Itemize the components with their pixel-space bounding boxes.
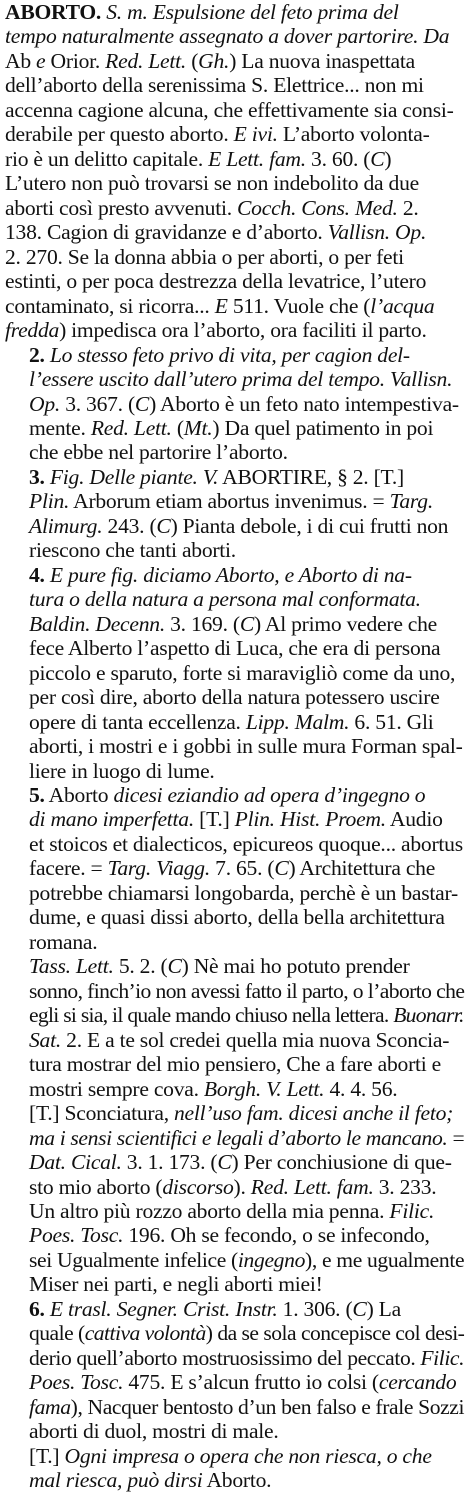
text-line: opere di tanta eccellenza. Lipp. Malm. 6. 51. Gli xyxy=(29,709,434,734)
text-line: mal riesca, può dirsi Aborto. xyxy=(29,1468,272,1493)
text-line: Un altro più rozzo aborto della mia penna. Filic. xyxy=(29,1198,435,1223)
text-line: ma i sensi scientifici e legali d’aborto le mancano. = xyxy=(29,1125,465,1150)
text-line: [T.] Sconciatura, nell’uso fam. dicesi anche il feto; xyxy=(29,1101,454,1126)
text-line: mente. Red. Lett. (Mt.) Da quel patimento in poi xyxy=(29,415,434,440)
text-line: potrebbe chiamarsi longobarda, perchè è un bastar- xyxy=(29,880,458,905)
text-line: Poes. Tosc. 196. Oh se fecondo, o se infecondo, xyxy=(29,1223,430,1248)
text-line: egli si sia, il quale mando chiuso nella lettera. Buonarr. xyxy=(29,1003,464,1028)
text-line: derio quell’aborto mostruosissimo del peccato. Filic. xyxy=(29,1345,465,1370)
text-line: dume, e quasi dissi aborto, della bella architettura xyxy=(29,905,445,930)
text-line: fama), Nacquer bentosto d’un ben falso e frale Sozzi xyxy=(29,1394,465,1419)
sense-3 xyxy=(5,465,464,563)
text-line: L’utero non può trovarsi se non indebolito da due xyxy=(5,171,419,196)
sense-5 xyxy=(5,783,464,954)
text-line: per così dire, aborto della natura potessero uscire xyxy=(29,685,440,710)
text-line: rio è un delitto capitale. E Lett. fam. 3. 60. (C) xyxy=(5,146,392,171)
text-line: sonno, finch’io non avessi fatto il parto, o l’aborto che xyxy=(29,978,465,1003)
text-line: derabile per questo aborto. E ivi. L’aborto volonta- xyxy=(5,122,430,147)
text-line: di mano imperfetta. [T.] Plin. Hist. Proem. Audio xyxy=(29,807,443,832)
text-line: [T.] Ogni impresa o opera che non riesca, o che xyxy=(29,1443,432,1468)
text-line: che ebbe nel partorire l’aborto. xyxy=(29,440,288,465)
text-line: sei Ugualmente infelice (ingegno), e me ugualmente xyxy=(29,1247,465,1272)
text-line: quale (cattiva volontà) da se sola concepisce col desi- xyxy=(29,1321,465,1346)
sense-6 xyxy=(5,1297,464,1444)
text-line: Plin. Arborum etiam abortus invenimus. = Targ. xyxy=(29,489,433,514)
text-line: aborti, i mostri e i gobbi in sulle mura Forman spal- xyxy=(29,734,463,759)
text-line: tempo naturalmente assegnato a dover partorire. Da xyxy=(5,24,450,49)
text-line: 5. Aborto dicesi eziandio ad opera d’ingegno o xyxy=(29,783,426,807)
text-line: Ab e Orior. Red. Lett. (Gh.) La nuova inaspettata xyxy=(5,48,415,73)
text-line: Miser nei parti, e negli aborti miei! xyxy=(29,1272,323,1297)
text-line: Sat. 2. E a te sol credei quella mia nuova Sconcia- xyxy=(29,1027,450,1052)
text-line: 138. Cagion di gravidanze e d’aborto. Vallisn. Op. xyxy=(5,220,427,245)
text-line: 2. Lo stesso feto privo di vita, per cagion del- xyxy=(29,342,410,367)
text-line: estinti, o per poca destrezza della levatrice, l’utero xyxy=(5,269,427,294)
text-line: 4. E pure fig. diciamo Aborto, e Aborto di na- xyxy=(29,562,412,587)
text-line: 2. 270. Se la donna abbia o per aborti, o per feti xyxy=(5,244,404,269)
sense-5-citations xyxy=(5,954,464,1297)
text-line: riescono che tanti aborti. xyxy=(29,538,236,563)
text-line: l’essere uscito dall’utero prima del tempo. Vallisn. xyxy=(29,367,453,392)
text-line: et stoicos et dialecticos, epicureos quoque... abortus xyxy=(29,831,463,856)
text-line: ABORTO. S. m. Espulsione del feto prima del xyxy=(5,0,399,24)
sense-2 xyxy=(5,343,464,465)
text-line: Dat. Cical. 3. 1. 173. (C) Per conchiusione di que- xyxy=(29,1150,452,1175)
sense-note xyxy=(5,1444,464,1493)
text-line: aborti di duol, mostri di male. xyxy=(29,1419,279,1444)
text-line: tura o della natura a persona mal conformata. xyxy=(29,587,421,612)
text-line: 6. E trasl. Segner. Crist. Instr. 1. 306. (C) La xyxy=(29,1296,401,1321)
text-line: 3. Fig. Delle piante. V. ABORTIRE, § 2. [T.] xyxy=(29,464,404,489)
text-line: fredda) impedisca ora l’aborto, ora faciliti il parto. xyxy=(5,318,427,343)
text-line: piccolo e sparuto, forte si maravigliò come da uno, xyxy=(29,660,456,685)
sense-4 xyxy=(5,563,464,783)
text-line: fece Alberto l’aspetto di Luca, che era di persona xyxy=(29,636,441,661)
text-line: Alimurg. 243. (C) Pianta debole, i di cui frutti non xyxy=(29,513,449,538)
text-line: contaminato, si ricorra... E 511. Vuole che (l’acqua xyxy=(5,293,435,318)
text-line: aborti così presto avvenuti. Cocch. Cons. Med. 2. xyxy=(5,195,419,220)
text-line: facere. = Targ. Viagg. 7. 65. (C) Architettura che xyxy=(29,856,436,881)
text-line: Op. 3. 367. (C) Aborto è un feto nato intempestiva- xyxy=(29,391,459,416)
text-line: Baldin. Decenn. 3. 169. (C) Al primo vedere che xyxy=(29,611,438,636)
text-line: liere in luogo di lume. xyxy=(29,758,215,783)
text-line: mostri sempre cova. Borgh. V. Lett. 4. 4. 56. xyxy=(29,1076,398,1101)
text-line: Poes. Tosc. 475. E s’alcun frutto io colsi (cercando xyxy=(29,1370,457,1395)
text-line: tura mostrar del mio pensiero, Che a fare aborti e xyxy=(29,1052,442,1077)
text-line: Tass. Lett. 5. 2. (C) Nè mai ho potuto prender xyxy=(29,954,410,979)
text-line: dell’aborto della serenissima S. Elettrice... non mi xyxy=(5,73,424,98)
entry-definition xyxy=(5,0,464,343)
text-line: romana. xyxy=(29,929,98,954)
text-line: accenna cagione alcuna, che effettivamente sia consi- xyxy=(5,97,454,122)
text-line: sto mio aborto (discorso). Red. Lett. fam. 3. 233. xyxy=(29,1174,437,1199)
